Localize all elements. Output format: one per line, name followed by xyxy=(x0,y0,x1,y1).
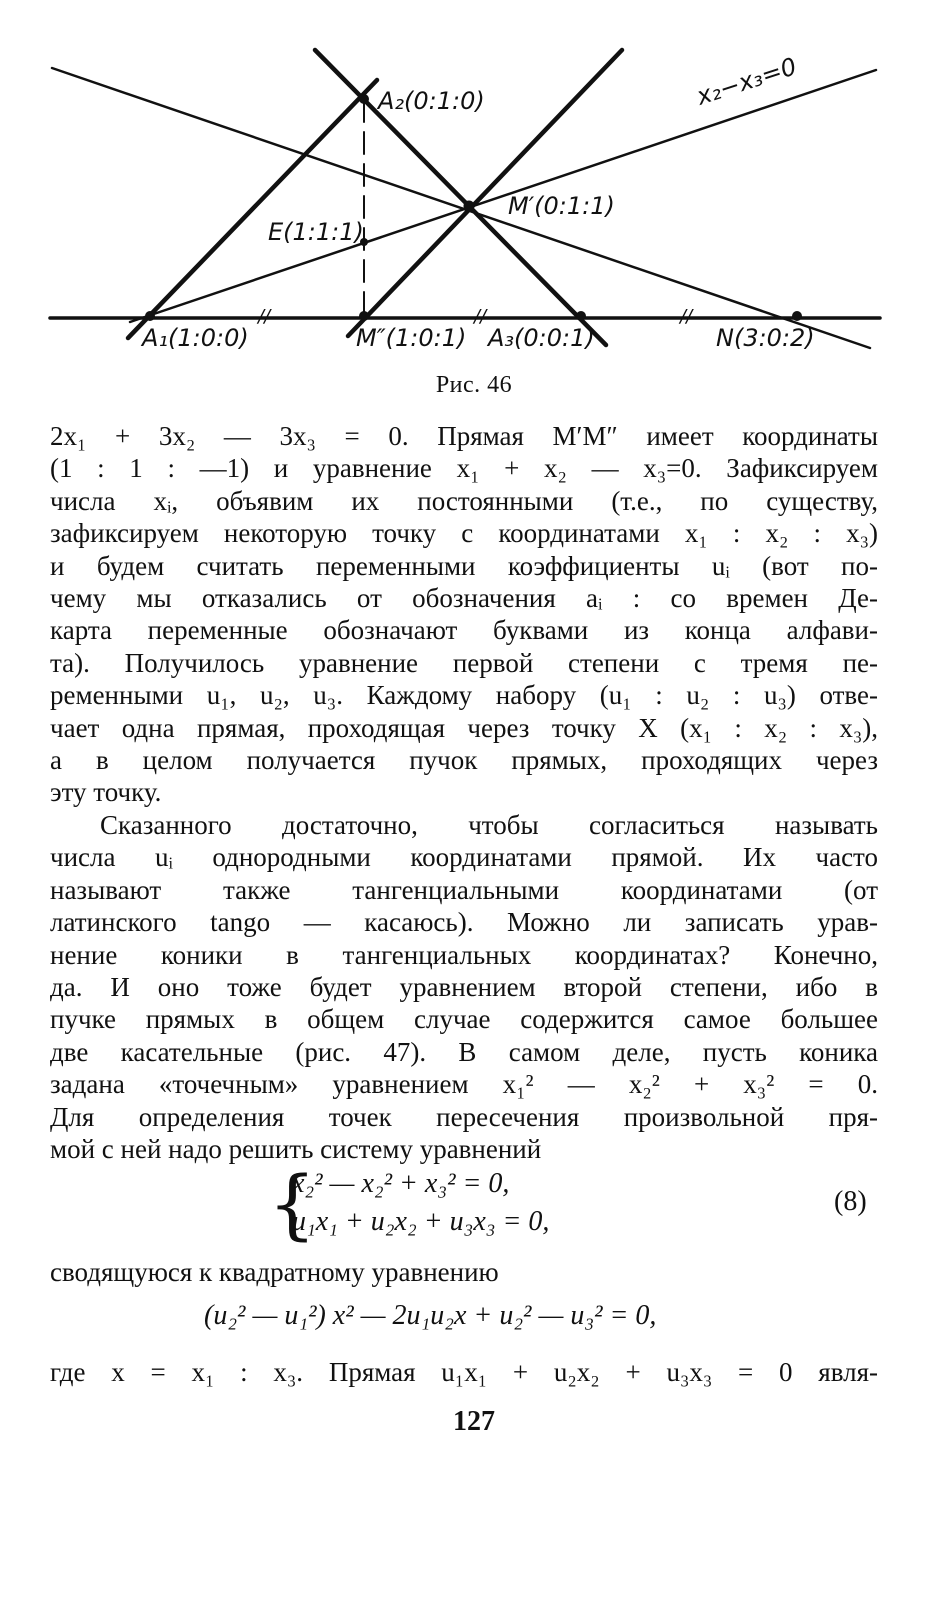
text-line: и будем считать переменными коэффициенты uᵢ (вот по- xyxy=(50,550,878,581)
point-a2 xyxy=(359,94,369,104)
point-m1 xyxy=(464,201,475,212)
tick-mark-2: // xyxy=(474,306,487,327)
tick-mark-3: // xyxy=(680,306,693,327)
text-line: нение коники в тангенциальных координатах? Конечно, xyxy=(50,939,878,970)
point-m2 xyxy=(359,311,369,321)
text-line: Для определения точек пересечения произвольной пря- xyxy=(50,1101,878,1132)
text-line: чает одна прямая, проходящая через точку X (x₁ : x₂ : x₃), xyxy=(50,712,878,743)
line-a1-a2 xyxy=(128,80,377,338)
tick-mark-1: // xyxy=(258,306,271,327)
system-brace: { xyxy=(268,1159,317,1248)
label-x2-x3: x₂−x₃=0 xyxy=(693,52,800,111)
text-line: задана «точечным» уравнением x₁² — x₂² + x₃² = 0. xyxy=(50,1069,878,1100)
point-a1 xyxy=(145,311,155,321)
text-line: чему мы отказались от обозначения aᵢ : со времен Де- xyxy=(50,583,878,614)
quadratic-equation: (u₂² — u₁²) x² — 2u₁u₂x + u₂² — u₃² = 0, xyxy=(204,1300,657,1331)
paragraph-4 xyxy=(50,1356,878,1388)
point-n xyxy=(792,311,802,321)
figure-caption: Рис. 46 xyxy=(435,372,513,398)
text-line: карта переменные обозначают буквами из конца алфави- xyxy=(50,615,878,646)
text-line: числа uᵢ однородными координатами прямой. Их часто xyxy=(50,842,878,873)
system-eq-1: x₂² — x₂² + x₃² = 0, xyxy=(292,1168,510,1199)
text-line: (1 : 1 : —1) и уравнение x₁ + x₂ — x₃=0. Зафиксируем xyxy=(50,453,878,484)
paragraph-2 xyxy=(50,809,878,1165)
label-a3: A₃(0:0:1) xyxy=(488,324,595,352)
text-line: где x = x₁ : x₃. Прямая u₁x₁ + u₂x₂ + u₃x₃ = 0 явля- xyxy=(50,1357,878,1387)
text-line: ременными u₁, u₂, u₃. Каждому набору (u₁ : u₂ : u₃) отве- xyxy=(50,680,878,711)
label-n: N(3:0:2) xyxy=(716,324,815,352)
label-a2: A₂(0:1:0) xyxy=(378,87,485,115)
text-line: зафиксируем некоторую точку с координатами x₁ : x₂ : x₃) xyxy=(50,518,878,549)
equation-number: (8) xyxy=(834,1186,867,1217)
text-line: сводящуюся к квадратному уравнению xyxy=(50,1257,499,1287)
system-eq-2: u₁x₁ + u₂x₂ + u₃x₃ = 0, xyxy=(292,1206,550,1237)
text-line: та). Получилось уравнение первой степени с тремя пе- xyxy=(50,647,878,678)
page-number: 127 xyxy=(453,1406,495,1437)
text-line: числа xᵢ, объявим их постоянными (т.е., по существу, xyxy=(50,485,878,516)
text-line: Сказанного достаточно, чтобы согласиться называть xyxy=(100,810,878,840)
label-a1: A₁(1:0:0) xyxy=(142,324,249,352)
text-line: пучке прямых в общем случае содержится самое большее xyxy=(50,1004,878,1035)
text-line: мой с ней надо решить систему уравнений xyxy=(50,1134,542,1165)
line-x2-x3 xyxy=(130,70,876,322)
label-m2: M″(1:0:1) xyxy=(356,324,467,352)
label-m1: M′(0:1:1) xyxy=(508,192,615,220)
text-line: две касательные (рис. 47). В самом деле, пусть коника xyxy=(50,1036,878,1067)
paragraph-3 xyxy=(50,1256,878,1288)
text-line: 2x₁ + 3x₂ — 3x₃ = 0. Прямая M′M″ имеет координаты xyxy=(50,421,878,451)
point-a3 xyxy=(576,311,586,321)
text-line: а в целом получается пучок прямых, проходящих через xyxy=(50,745,878,776)
text-line: называют также тангенциальными координатами (от xyxy=(50,874,878,905)
text-line: эту точку. xyxy=(50,777,162,808)
text-line: латинского tango — касаюсь). Можно ли записать урав- xyxy=(50,907,878,938)
text-line: да. И оно тоже будет уравнением второй степени, ибо в xyxy=(50,972,878,1003)
figure-46 xyxy=(0,0,948,360)
paragraph-1 xyxy=(50,420,878,809)
label-e: E(1:1:1) xyxy=(268,218,364,246)
